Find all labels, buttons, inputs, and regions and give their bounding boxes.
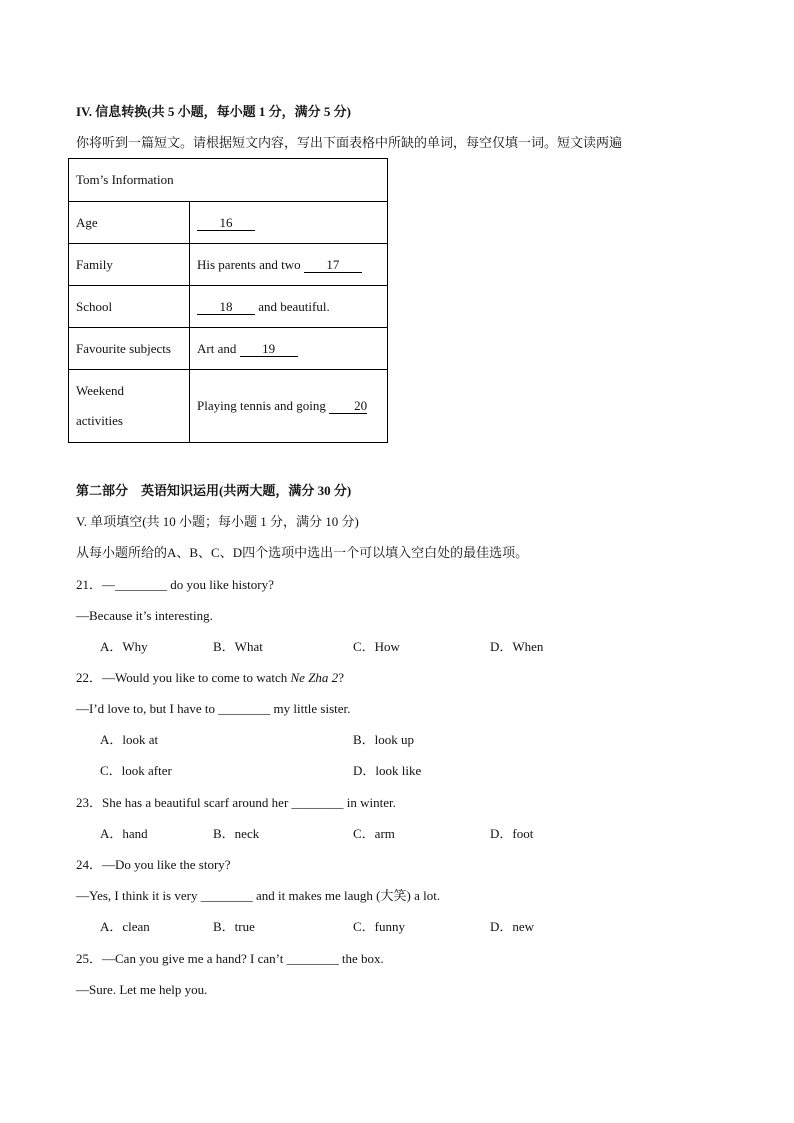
row-value-post: and beautiful. bbox=[255, 298, 330, 314]
option-c: C．arm bbox=[353, 826, 395, 841]
option-b: B．What bbox=[213, 639, 263, 654]
table-row bbox=[69, 370, 388, 443]
row-label: Age bbox=[69, 202, 190, 244]
row-label: Favourite subjects bbox=[69, 328, 190, 370]
question-text: She has a beautiful scarf around her ________ in winter. bbox=[102, 795, 396, 810]
question-21 bbox=[76, 576, 274, 594]
answer-blank-20: 20 bbox=[329, 398, 367, 414]
table-header-row bbox=[69, 159, 388, 202]
question-22-response: —I’d love to, but I have to ________ my little sister. bbox=[76, 701, 351, 716]
option-b: B．look up bbox=[353, 732, 415, 747]
question-25 bbox=[76, 950, 384, 968]
question-text-post: ? bbox=[338, 670, 344, 685]
option-a: A．clean bbox=[100, 919, 150, 934]
question-number: 22． bbox=[76, 670, 103, 685]
question-text: —Do you like the story? bbox=[102, 857, 231, 872]
question-number: 23． bbox=[76, 795, 103, 810]
row-value-pre: Playing tennis and going bbox=[197, 398, 330, 413]
row-value bbox=[190, 370, 388, 443]
row-value-pre: His parents and two bbox=[197, 256, 304, 272]
option-d: D．new bbox=[490, 919, 535, 934]
movie-title: Ne Zha 2 bbox=[290, 670, 339, 685]
row-value bbox=[190, 286, 388, 328]
question-text: —Can you give me a hand? I can’t ________ the box. bbox=[102, 951, 384, 966]
option-d: D．When bbox=[490, 639, 544, 654]
option-b: B．neck bbox=[213, 826, 260, 841]
table-header-cell: Tom’s Information bbox=[69, 159, 388, 202]
option-d: D．look like bbox=[353, 763, 422, 778]
option-c: C．How bbox=[353, 639, 400, 654]
question-number: 25． bbox=[76, 951, 103, 966]
table-row bbox=[69, 244, 388, 286]
row-label: Family bbox=[69, 244, 190, 286]
question-23 bbox=[76, 794, 396, 812]
question-text-pre: —Would you like to come to watch bbox=[102, 670, 291, 685]
part-2-title: 第二部分 英语知识运用(共两大题，满分 30 分) bbox=[76, 483, 352, 498]
answer-blank-16: 16 bbox=[197, 215, 255, 231]
table-row bbox=[69, 202, 388, 244]
option-c: C．funny bbox=[353, 919, 406, 934]
toms-information-table bbox=[68, 158, 388, 443]
question-25-response: —Sure. Let me help you. bbox=[76, 982, 208, 997]
answer-blank-17: 17 bbox=[304, 257, 362, 273]
row-value bbox=[190, 202, 388, 244]
question-22 bbox=[76, 669, 344, 687]
answer-blank-19: 19 bbox=[240, 341, 298, 357]
row-value bbox=[190, 244, 388, 286]
option-a: A．look at bbox=[100, 732, 159, 747]
question-24-response: —Yes, I think it is very ________ and it makes me laugh (大笑) a lot. bbox=[76, 888, 441, 903]
table-row bbox=[69, 286, 388, 328]
answer-blank-18: 18 bbox=[197, 299, 255, 315]
row-value-pre: Art and bbox=[197, 340, 240, 356]
section-4-title: IV. 信息转换(共 5 小题，每小题 1 分，满分 5 分) bbox=[76, 104, 351, 119]
row-label-line2: activities bbox=[76, 413, 123, 428]
section-5-title: V. 单项填空(共 10 小题；每小题 1 分，满分 10 分) bbox=[76, 514, 359, 529]
section-4-instruction: 你将听到一篇短文。请根据短文内容，写出下面表格中所缺的单词，每空仅填一词。短文读两遍 bbox=[76, 135, 623, 150]
option-b: B．true bbox=[213, 919, 255, 934]
option-c: C．look after bbox=[100, 763, 172, 778]
row-label: School bbox=[69, 286, 190, 328]
question-21-response: —Because it’s interesting. bbox=[76, 608, 213, 623]
table-row bbox=[69, 328, 388, 370]
section-5-instruction: 从每小题所给的A、B、C、D四个选项中选出一个可以填入空白处的最佳选项。 bbox=[76, 545, 529, 560]
question-text: —________ do you like history? bbox=[102, 577, 274, 592]
option-d: D．foot bbox=[490, 826, 534, 841]
row-label bbox=[69, 370, 190, 443]
option-a: A．Why bbox=[100, 639, 148, 654]
row-value bbox=[190, 328, 388, 370]
question-number: 24． bbox=[76, 857, 103, 872]
option-a: A．hand bbox=[100, 826, 148, 841]
question-24 bbox=[76, 856, 231, 874]
row-label-line1: Weekend bbox=[76, 383, 125, 398]
question-number: 21． bbox=[76, 577, 103, 592]
